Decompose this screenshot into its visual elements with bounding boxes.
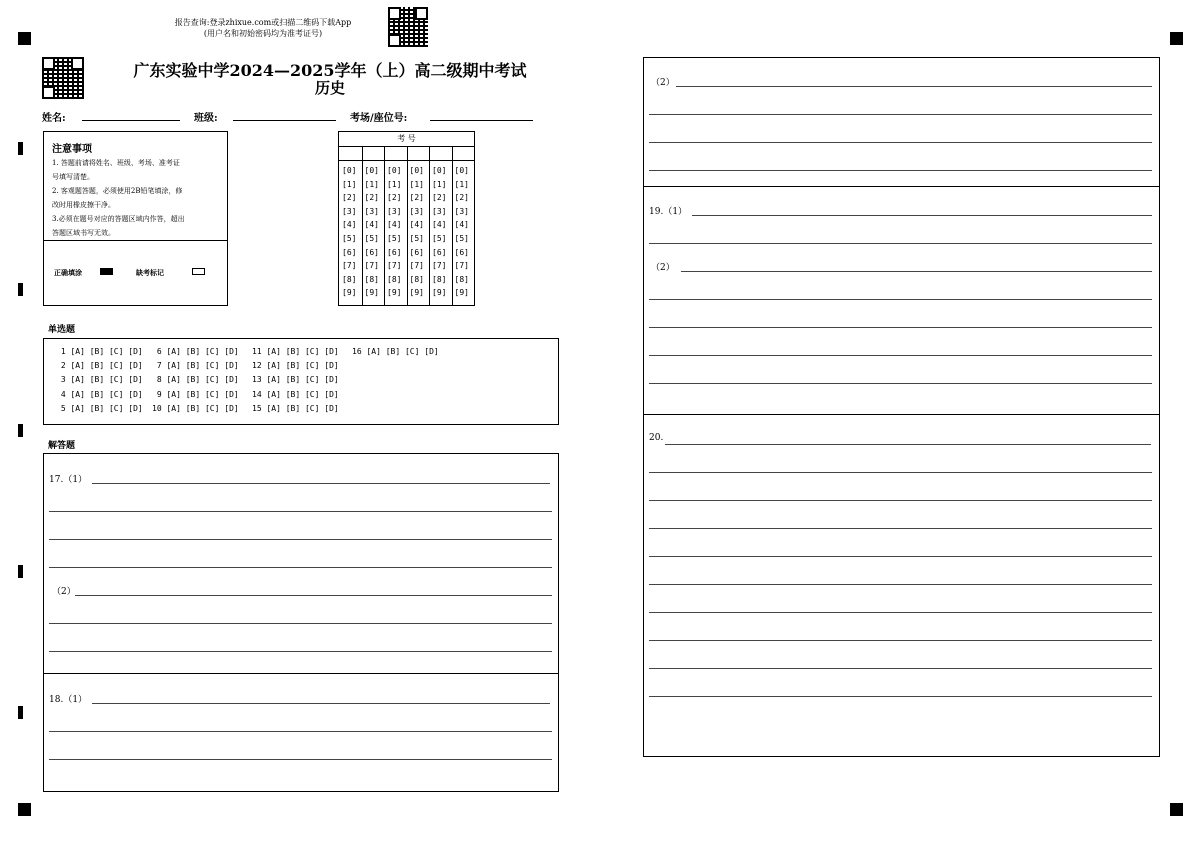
answer-line[interactable] bbox=[49, 511, 552, 512]
exam-digit-bubble[interactable]: [2] bbox=[387, 193, 402, 203]
exam-digit-bubble[interactable]: [1] bbox=[432, 179, 447, 189]
class-label: 班级: bbox=[194, 113, 218, 124]
exam-digit-bubble[interactable]: [4] bbox=[454, 220, 469, 230]
answer-line[interactable] bbox=[649, 114, 1152, 115]
answer-line[interactable] bbox=[75, 595, 552, 596]
choice-item-10[interactable] bbox=[152, 404, 239, 413]
choice-options[interactable]: [A] [B] [C] [D] bbox=[70, 403, 143, 413]
choice-item-16[interactable] bbox=[352, 347, 439, 356]
notice-title: 注意事项 bbox=[52, 144, 92, 155]
exam-digit-bubble[interactable]: [7] bbox=[454, 261, 469, 271]
qr-code-app bbox=[388, 7, 428, 47]
answer-line[interactable] bbox=[649, 556, 1152, 557]
exam-number-column-divider bbox=[407, 146, 408, 305]
exam-digit-bubble[interactable]: [4] bbox=[387, 220, 402, 230]
exam-number-grid bbox=[338, 131, 475, 306]
notice-line: 号填写清楚。 bbox=[52, 173, 94, 181]
answer-line[interactable] bbox=[665, 444, 1151, 445]
exam-digit-bubble[interactable]: [1] bbox=[409, 179, 424, 189]
choice-item-6[interactable] bbox=[152, 347, 239, 356]
answer-line[interactable] bbox=[649, 383, 1152, 384]
subject-title: 历史 bbox=[314, 79, 345, 97]
exam-digit-bubble[interactable]: [7] bbox=[364, 261, 379, 271]
q20-answer-box bbox=[643, 414, 1160, 757]
answer-line[interactable] bbox=[49, 651, 552, 652]
exam-digit-bubble[interactable]: [4] bbox=[342, 220, 357, 230]
exam-number-column-divider bbox=[362, 146, 363, 305]
answer-line[interactable] bbox=[649, 299, 1152, 300]
answer-line[interactable] bbox=[649, 696, 1152, 697]
choice-number: 8 bbox=[152, 375, 167, 385]
choice-item-3[interactable] bbox=[56, 375, 143, 384]
q17-part1-label: 17.（1） bbox=[49, 475, 88, 485]
choice-number: 12 bbox=[252, 361, 267, 371]
exam-digit-bubble[interactable]: [1] bbox=[454, 179, 469, 189]
q19-part2-label: （2） bbox=[651, 263, 675, 273]
choice-options[interactable]: [A] [B] [C] [D] bbox=[266, 347, 339, 356]
exam-digit-bubble[interactable]: [6] bbox=[387, 247, 402, 257]
class-field[interactable] bbox=[233, 120, 336, 121]
choice-item-9[interactable] bbox=[152, 390, 239, 399]
exam-digit-bubble[interactable]: [3] bbox=[387, 206, 402, 216]
exam-digit-bubble[interactable]: [8] bbox=[364, 274, 379, 284]
exam-digit-bubble[interactable]: [5] bbox=[387, 234, 402, 243]
choice-options[interactable]: [A] [B] [C] [D] bbox=[166, 375, 239, 385]
q20-label: 20. bbox=[649, 433, 664, 443]
exam-digit-bubble[interactable]: [2] bbox=[364, 193, 379, 203]
notice-text bbox=[52, 156, 185, 240]
choice-item-11[interactable] bbox=[252, 347, 339, 356]
answer-line[interactable] bbox=[49, 759, 552, 760]
answer-line[interactable] bbox=[92, 483, 550, 484]
notice-line: 答题区域书写无效。 bbox=[52, 229, 115, 237]
choice-options[interactable]: [A] [B] [C] [D] bbox=[70, 375, 143, 385]
corner-mark-bottom-right bbox=[1170, 803, 1183, 816]
q18-answer-box bbox=[43, 673, 559, 792]
exam-digit-bubble[interactable]: [0] bbox=[454, 166, 469, 175]
name-field[interactable] bbox=[82, 120, 180, 121]
exam-digit-bubble[interactable]: [8] bbox=[454, 274, 469, 284]
exam-digit-bubble[interactable]: [7] bbox=[409, 261, 424, 271]
exam-digit-bubble[interactable]: [0] bbox=[342, 166, 357, 175]
absent-mark-box[interactable] bbox=[192, 268, 205, 275]
choice-options[interactable]: [A] [B] [C] [D] bbox=[266, 375, 339, 385]
answer-line[interactable] bbox=[649, 500, 1152, 501]
exam-digit-bubble[interactable]: [9] bbox=[342, 288, 357, 298]
exam-digit-bubble[interactable]: [6] bbox=[454, 247, 469, 257]
answer-line[interactable] bbox=[649, 472, 1152, 473]
answer-section-title: 解答题 bbox=[48, 441, 76, 451]
answer-line[interactable] bbox=[649, 170, 1152, 171]
exam-digit-bubble[interactable]: [4] bbox=[432, 220, 447, 230]
exam-digit-bubble[interactable]: [0] bbox=[364, 166, 379, 175]
exam-digit-bubble[interactable]: [4] bbox=[409, 220, 424, 230]
answer-line[interactable] bbox=[649, 528, 1152, 529]
exam-digit-bubble[interactable]: [7] bbox=[432, 261, 447, 271]
choice-number: 16 bbox=[352, 347, 367, 356]
exam-digit-bubble[interactable]: [0] bbox=[432, 166, 447, 175]
exam-number-column-divider bbox=[384, 146, 385, 305]
exam-digit-bubble[interactable]: [9] bbox=[364, 288, 379, 298]
notice-box bbox=[43, 131, 228, 306]
answer-line[interactable] bbox=[681, 271, 1152, 272]
name-label: 姓名: bbox=[42, 113, 66, 124]
choice-options[interactable]: [A] [B] [C] [D] bbox=[266, 361, 339, 371]
choice-number: 4 bbox=[56, 389, 71, 399]
exam-digit-bubble[interactable]: [1] bbox=[387, 179, 402, 189]
exam-digit-bubble[interactable]: [5] bbox=[342, 234, 357, 243]
notice-line: 改时用橡皮擦干净。 bbox=[52, 201, 115, 209]
exam-digit-bubble[interactable]: [3] bbox=[432, 206, 447, 216]
exam-digit-bubble[interactable]: [6] bbox=[342, 247, 357, 257]
choice-number: 14 bbox=[252, 389, 267, 399]
exam-digit-bubble[interactable]: [8] bbox=[342, 274, 357, 284]
choice-number: 11 bbox=[252, 347, 267, 356]
exam-number-title: 考 号 bbox=[339, 132, 474, 147]
room-seat-label: 考场/座位号: bbox=[350, 113, 408, 124]
exam-number-column-divider bbox=[452, 146, 453, 305]
choice-number: 6 bbox=[152, 347, 167, 356]
exam-digit-bubble[interactable]: [2] bbox=[432, 193, 447, 203]
answer-line[interactable] bbox=[49, 623, 552, 624]
notice-line: 2. 客观题答题，必须使用2B铅笔填涂，修 bbox=[52, 187, 183, 195]
exam-digit-bubble[interactable]: [2] bbox=[454, 193, 469, 203]
exam-title: 广东实验中学2024—2025学年（上）高二级期中考试 bbox=[133, 61, 527, 80]
exam-digit-bubble[interactable]: [9] bbox=[409, 288, 424, 298]
q17-part2-label: （2） bbox=[52, 587, 76, 597]
choice-options[interactable]: [A] [B] [C] [D] bbox=[166, 347, 239, 356]
exam-digit-bubble[interactable]: [1] bbox=[364, 179, 379, 189]
report-line-2: (用户名和初始密码均为准考证号) bbox=[203, 29, 323, 38]
notice-line: 3.必须在题号对应的答题区域内作答，超出 bbox=[52, 215, 185, 223]
exam-digit-bubble[interactable]: [8] bbox=[387, 274, 402, 284]
timing-mark bbox=[18, 424, 23, 437]
qr-code-sheet bbox=[42, 57, 84, 99]
choice-item-5[interactable] bbox=[56, 404, 143, 413]
exam-digit-bubble[interactable]: [9] bbox=[432, 288, 447, 298]
choice-number: 3 bbox=[56, 375, 71, 385]
q17-answer-box bbox=[43, 453, 559, 674]
q19-part1-label: 19.（1） bbox=[649, 207, 688, 217]
notice-divider bbox=[44, 240, 227, 241]
choice-item-1[interactable] bbox=[56, 347, 143, 356]
answer-line[interactable] bbox=[649, 243, 1152, 244]
exam-digit-bubble[interactable]: [8] bbox=[409, 274, 424, 284]
answer-line[interactable] bbox=[649, 327, 1152, 328]
exam-digit-bubble[interactable]: [3] bbox=[454, 206, 469, 216]
choice-number: 5 bbox=[56, 403, 71, 413]
choice-options[interactable]: [A] [B] [C] [D] bbox=[166, 361, 239, 371]
answer-line[interactable] bbox=[649, 612, 1152, 613]
choice-number: 10 bbox=[152, 403, 167, 413]
choice-options[interactable]: [A] [B] [C] [D] bbox=[166, 389, 239, 399]
report-query-note bbox=[168, 17, 358, 39]
exam-digit-bubble[interactable]: [9] bbox=[387, 288, 402, 298]
choice-options[interactable]: [A] [B] [C] [D] bbox=[366, 347, 439, 356]
exam-digit-bubble[interactable]: [7] bbox=[387, 261, 402, 271]
corner-mark-top-left bbox=[18, 32, 31, 45]
choice-item-14[interactable] bbox=[252, 390, 339, 399]
q18-continued-box bbox=[643, 57, 1160, 187]
choice-item-4[interactable] bbox=[56, 390, 143, 399]
choice-number: 2 bbox=[56, 361, 71, 371]
exam-digit-bubble[interactable]: [7] bbox=[342, 261, 357, 271]
single-choice-title: 单选题 bbox=[48, 325, 76, 335]
absent-mark-label: 缺考标记 bbox=[136, 268, 164, 277]
answer-line[interactable] bbox=[92, 703, 550, 704]
exam-digit-bubble[interactable]: [2] bbox=[409, 193, 424, 203]
exam-digit-bubble[interactable]: [9] bbox=[454, 288, 469, 298]
corner-mark-bottom-left bbox=[18, 803, 31, 816]
timing-mark bbox=[18, 283, 23, 296]
q18-part2-label: （2） bbox=[651, 78, 675, 88]
choice-number: 1 bbox=[56, 347, 71, 356]
answer-line[interactable] bbox=[692, 215, 1152, 216]
exam-digit-bubble[interactable]: [4] bbox=[364, 220, 379, 230]
exam-digit-bubble[interactable]: [2] bbox=[342, 193, 357, 203]
report-line-1: 报告查询:登录zhixue.com或扫描二维码下载App bbox=[174, 18, 352, 27]
exam-digit-bubble[interactable]: [6] bbox=[364, 247, 379, 257]
choice-number: 9 bbox=[152, 389, 167, 399]
exam-digit-bubble[interactable]: [0] bbox=[387, 166, 402, 175]
answer-line[interactable] bbox=[649, 668, 1152, 669]
corner-mark-top-right bbox=[1170, 32, 1183, 45]
exam-digit-bubble[interactable]: [1] bbox=[342, 179, 357, 189]
answer-line[interactable] bbox=[49, 731, 552, 732]
choice-item-12[interactable] bbox=[252, 361, 339, 370]
single-choice-box bbox=[43, 338, 559, 425]
q19-answer-box bbox=[643, 186, 1160, 415]
answer-line[interactable] bbox=[49, 567, 552, 568]
answer-line[interactable] bbox=[649, 640, 1152, 641]
choice-options[interactable]: [A] [B] [C] [D] bbox=[266, 389, 339, 399]
exam-digit-bubble[interactable]: [5] bbox=[454, 234, 469, 243]
choice-number: 7 bbox=[152, 361, 167, 371]
exam-digit-bubble[interactable]: [0] bbox=[409, 166, 424, 175]
exam-digit-bubble[interactable]: [6] bbox=[409, 247, 424, 257]
choice-options[interactable]: [A] [B] [C] [D] bbox=[70, 347, 143, 356]
choice-options[interactable]: [A] [B] [C] [D] bbox=[70, 361, 143, 371]
exam-digit-bubble[interactable]: [3] bbox=[364, 206, 379, 216]
answer-line[interactable] bbox=[49, 539, 552, 540]
exam-digit-bubble[interactable]: [5] bbox=[432, 234, 447, 243]
exam-digit-bubble[interactable]: [3] bbox=[409, 206, 424, 216]
exam-digit-bubble[interactable]: [3] bbox=[342, 206, 357, 216]
answer-line[interactable] bbox=[676, 86, 1152, 87]
choice-item-7[interactable] bbox=[152, 361, 239, 370]
choice-options[interactable]: [A] [B] [C] [D] bbox=[166, 403, 239, 413]
correct-fill-sample bbox=[100, 268, 113, 275]
exam-digit-bubble[interactable]: [8] bbox=[432, 274, 447, 284]
notice-line: 1. 答题前请将姓名、班级、考场、准考证 bbox=[52, 159, 180, 167]
correct-fill-label: 正确填涂 bbox=[54, 268, 82, 277]
exam-digit-bubble[interactable]: [6] bbox=[432, 247, 447, 257]
choice-number: 13 bbox=[252, 375, 267, 385]
answer-line[interactable] bbox=[649, 355, 1152, 356]
room-seat-field[interactable] bbox=[430, 120, 533, 121]
choice-options[interactable]: [A] [B] [C] [D] bbox=[70, 389, 143, 399]
choice-item-15[interactable] bbox=[252, 404, 339, 413]
choice-number: 15 bbox=[252, 403, 267, 413]
answer-line[interactable] bbox=[649, 142, 1152, 143]
choice-item-2[interactable] bbox=[56, 361, 143, 370]
exam-digit-bubble[interactable]: [5] bbox=[409, 234, 424, 243]
timing-mark bbox=[18, 142, 23, 155]
answer-line[interactable] bbox=[649, 584, 1152, 585]
timing-mark bbox=[18, 706, 23, 719]
timing-mark bbox=[18, 565, 23, 578]
choice-options[interactable]: [A] [B] [C] [D] bbox=[266, 403, 339, 413]
choice-item-8[interactable] bbox=[152, 375, 239, 384]
exam-number-column-divider bbox=[429, 146, 430, 305]
exam-digit-bubble[interactable]: [5] bbox=[364, 234, 379, 243]
q18-part1-label: 18.（1） bbox=[49, 695, 88, 705]
choice-item-13[interactable] bbox=[252, 375, 339, 384]
